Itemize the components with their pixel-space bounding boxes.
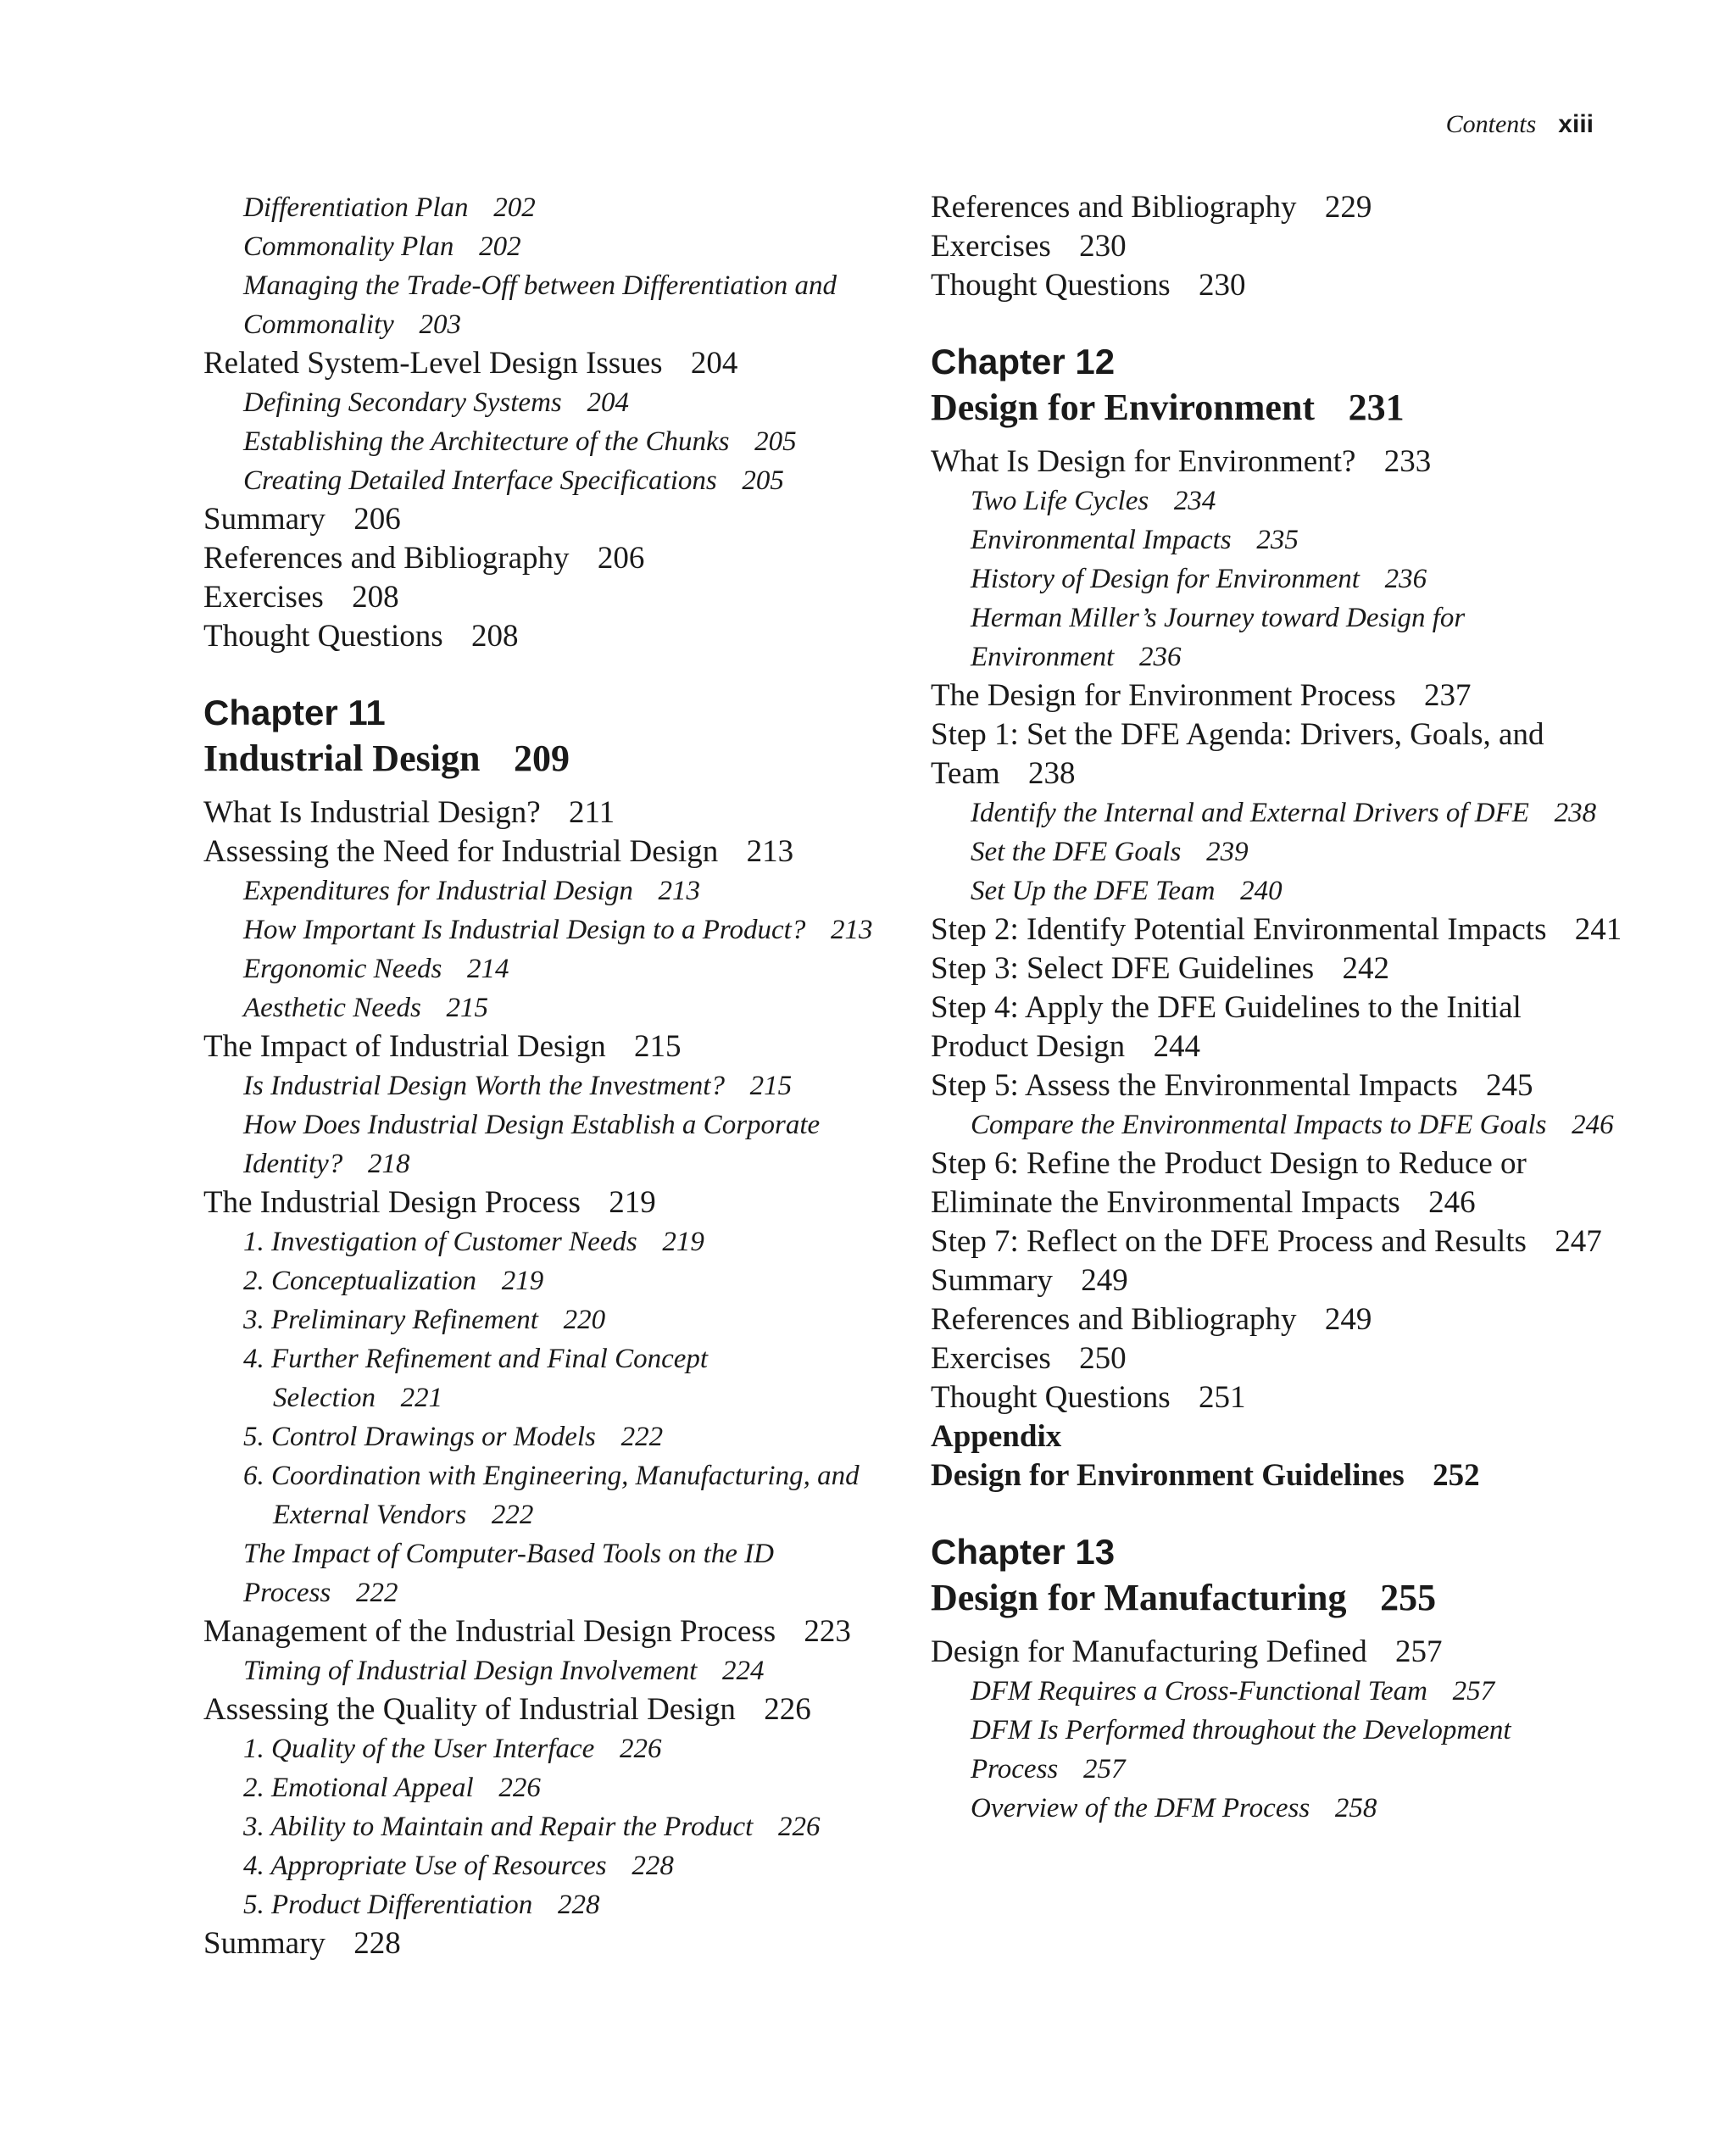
chapter-page: 209	[514, 738, 570, 779]
toc-subentry[interactable]	[203, 1768, 882, 1807]
chapter-page: 231	[1348, 387, 1405, 428]
entry-title: The Industrial Design Process	[203, 1185, 581, 1220]
entry-title: Step 3: Select DFE Guidelines	[931, 951, 1315, 986]
entry-page: 203	[419, 309, 462, 340]
toc-entry[interactable]	[203, 1924, 882, 1963]
entry-title: The Design for Environment Process	[931, 678, 1396, 713]
toc-subentry[interactable]	[931, 560, 1626, 598]
entry-page: 226	[764, 1692, 811, 1727]
entry-title: DFM Is Performed throughout the Development Process	[971, 1715, 1511, 1784]
toc-entry[interactable]	[931, 715, 1626, 793]
entry-title: Environmental Impacts	[971, 525, 1232, 555]
entry-title: Thought Questions	[931, 1380, 1171, 1415]
toc-subentry[interactable]	[931, 598, 1626, 676]
entry-title: Identify the Internal and External Drivers of DFE	[971, 798, 1529, 828]
entry-title: References and Bibliography	[203, 541, 570, 576]
toc-subentry[interactable]	[203, 1534, 882, 1612]
chapter-title-text: Design for Environment	[931, 387, 1316, 428]
entry-page: 241	[1574, 912, 1622, 947]
toc-subentry[interactable]	[203, 1846, 882, 1885]
entry-page: 258	[1334, 1793, 1377, 1823]
toc-subentry[interactable]	[203, 1729, 882, 1768]
entry-page: 246	[1572, 1110, 1614, 1140]
entry-page: 236	[1138, 642, 1182, 672]
entry-page: 228	[632, 1851, 674, 1881]
toc-entry[interactable]	[203, 617, 882, 656]
entry-page: 220	[563, 1305, 606, 1335]
entry-page: 208	[470, 619, 519, 654]
entry-page: 208	[352, 580, 399, 615]
entry-page: 218	[367, 1149, 410, 1179]
entry-page: 230	[1198, 268, 1246, 303]
entry-title: Creating Detailed Interface Specifications	[243, 465, 717, 496]
entry-title: How Important Is Industrial Design to a Product?	[243, 915, 806, 945]
entry-title: Expenditures for Industrial Design	[243, 876, 633, 906]
entry-page: 214	[467, 954, 509, 984]
running-head-label: Contents	[1445, 110, 1537, 138]
chapter-11-entries	[203, 793, 882, 1963]
entry-page: 247	[1555, 1224, 1602, 1259]
entry-page: 219	[662, 1227, 704, 1257]
entry-title: 1. Quality of the User Interface	[243, 1734, 595, 1764]
toc-subentry[interactable]	[203, 1105, 882, 1183]
right-column	[931, 188, 1626, 1828]
entry-title: 4. Further Refinement and Final Concept Selection	[243, 1344, 709, 1413]
toc-entry[interactable]	[203, 1183, 882, 1222]
toc-subentry[interactable]	[203, 188, 882, 227]
entry-title: Overview of the DFM Process	[971, 1793, 1310, 1823]
entry-title: References and Bibliography	[931, 190, 1297, 225]
entry-title: 5. Product Differentiation	[243, 1890, 533, 1920]
entry-page: 215	[634, 1029, 682, 1064]
toc-entry[interactable]	[931, 1633, 1626, 1672]
toc-subentry[interactable]	[931, 1672, 1626, 1711]
entry-title: Management of the Industrial Design Process	[203, 1614, 776, 1649]
toc-entry[interactable]	[203, 578, 882, 617]
entry-title: 6. Coordination with Engineering, Manufacturing, and External Vendors	[243, 1461, 860, 1530]
toc-entry[interactable]	[203, 539, 882, 578]
entry-title: Thought Questions	[931, 268, 1171, 303]
toc-entry[interactable]	[931, 227, 1626, 266]
toc-entry[interactable]	[931, 1066, 1626, 1105]
toc-subentry[interactable]	[931, 871, 1626, 910]
entry-title: Managing the Trade-Off between Differentiation and Commonality	[243, 270, 837, 340]
toc-entry[interactable]	[931, 1300, 1626, 1339]
entry-title: References and Bibliography	[931, 1302, 1297, 1337]
toc-subentry[interactable]	[203, 1417, 882, 1456]
entry-page: 222	[620, 1422, 664, 1452]
entry-title: Establishing the Architecture of the Chunks	[243, 426, 730, 457]
entry-page: 202	[493, 192, 536, 223]
chapter-13-entries	[931, 1633, 1626, 1828]
chapter-label: Chapter 12	[931, 342, 1116, 381]
toc-subentry[interactable]	[203, 1807, 882, 1846]
chapter-title-text: Industrial Design	[203, 738, 481, 779]
entry-title: Step 7: Reflect on the DFE Process and Results	[931, 1224, 1527, 1259]
entry-title: Ergonomic Needs	[243, 954, 442, 984]
entry-page: 242	[1342, 951, 1389, 986]
entry-title: Assessing the Quality of Industrial Design	[203, 1692, 736, 1727]
entry-title: Step 6: Refine the Product Design to Reduce or Eliminate the Environmental Impacts	[931, 1146, 1527, 1220]
toc-entry[interactable]	[931, 910, 1626, 949]
entry-title: Related System-Level Design Issues	[203, 346, 663, 381]
entry-title: DFM Requires a Cross-Functional Team	[971, 1676, 1427, 1706]
entry-page: 213	[746, 834, 794, 869]
entry-page: 215	[446, 993, 489, 1023]
entry-title: 2. Emotional Appeal	[243, 1773, 474, 1803]
toc-entry[interactable]	[203, 1027, 882, 1066]
entry-title: 3. Ability to Maintain and Repair the Product	[243, 1812, 754, 1842]
entry-title: Summary	[931, 1263, 1053, 1298]
chapter-12-entries	[931, 443, 1626, 1417]
entry-title: Exercises	[931, 229, 1051, 264]
entry-page: 228	[557, 1890, 600, 1920]
toc-subentry[interactable]	[203, 1300, 882, 1339]
toc-entry[interactable]	[931, 949, 1626, 988]
entry-title: Compare the Environmental Impacts to DFE Goals	[971, 1110, 1547, 1140]
toc-entry[interactable]	[931, 676, 1626, 715]
entry-title: Timing of Industrial Design Involvement	[243, 1656, 698, 1686]
page-number: xiii	[1558, 110, 1594, 138]
entry-page: 206	[353, 502, 401, 537]
running-head	[1446, 110, 1594, 139]
entry-title: Herman Miller’s Journey toward Design for Environment	[971, 603, 1466, 672]
entry-title: The Impact of Computer-Based Tools on the ID Process	[243, 1539, 775, 1608]
entry-page: 204	[587, 387, 629, 418]
toc-subentry[interactable]	[931, 482, 1626, 521]
entry-page: 235	[1256, 525, 1299, 555]
entry-title: What Is Industrial Design?	[203, 795, 541, 830]
entry-title: 5. Control Drawings or Models	[243, 1422, 596, 1452]
left-column	[203, 188, 882, 1963]
entry-page: 222	[491, 1500, 534, 1530]
toc-subentry[interactable]	[931, 1789, 1626, 1828]
entry-page: 249	[1324, 1302, 1372, 1337]
entry-page: 204	[690, 346, 738, 381]
entry-page: 246	[1428, 1185, 1476, 1220]
entry-title: What Is Design for Environment?	[931, 444, 1356, 479]
toc-subentry[interactable]	[203, 1222, 882, 1261]
toc-entry[interactable]	[203, 832, 882, 871]
toc-subentry[interactable]	[931, 793, 1626, 832]
toc-subentry[interactable]	[203, 383, 882, 422]
toc-subentry[interactable]	[203, 422, 882, 461]
entry-page: 233	[1383, 444, 1432, 479]
toc-entry[interactable]	[203, 1612, 882, 1651]
toc-subentry[interactable]	[203, 461, 882, 500]
appendix-title[interactable]	[931, 1456, 1626, 1495]
entry-title: Design for Manufacturing Defined	[931, 1634, 1367, 1669]
toc-entry[interactable]	[203, 1690, 882, 1729]
chapter-title[interactable]	[931, 385, 1626, 431]
chapter-11	[203, 690, 882, 1963]
toc-subentry[interactable]	[203, 1339, 882, 1417]
entry-page: 236	[1384, 564, 1427, 594]
entry-page: 244	[1153, 1029, 1200, 1064]
toc-subentry[interactable]	[203, 988, 882, 1027]
entry-page: 226	[777, 1812, 821, 1842]
toc-entry[interactable]	[931, 1261, 1626, 1300]
entry-page: 249	[1081, 1263, 1128, 1298]
entry-page: 251	[1198, 1380, 1246, 1415]
entry-title: 3. Preliminary Refinement	[243, 1305, 538, 1335]
toc-subentry[interactable]	[931, 832, 1626, 871]
entry-page: 257	[1452, 1676, 1495, 1706]
toc-subentry[interactable]	[203, 1885, 882, 1924]
entry-page: 213	[658, 876, 701, 906]
entry-page: 205	[754, 426, 797, 457]
entry-page: 213	[831, 915, 873, 945]
entry-title: Is Industrial Design Worth the Investment?	[243, 1071, 725, 1101]
entry-page: 206	[597, 541, 645, 576]
toc-subentry[interactable]	[203, 1066, 882, 1105]
entry-title: Commonality Plan	[243, 231, 454, 262]
toc-entry[interactable]	[931, 1144, 1626, 1222]
toc-entry[interactable]	[203, 500, 882, 539]
entry-title: Assessing the Need for Industrial Design	[203, 834, 719, 869]
toc-entry[interactable]	[203, 344, 882, 383]
entry-title: Step 5: Assess the Environmental Impacts	[931, 1068, 1458, 1103]
entry-title: Exercises	[931, 1341, 1051, 1376]
appendix-title-text: Design for Environment Guidelines	[931, 1458, 1405, 1493]
toc-subentry[interactable]	[203, 1456, 882, 1534]
entry-page: 230	[1079, 229, 1127, 264]
toc-subentry[interactable]	[203, 949, 882, 988]
entry-page: 257	[1082, 1754, 1126, 1784]
entry-title: Step 2: Identify Potential Environmental Impacts	[931, 912, 1547, 947]
toc-entry[interactable]	[931, 1339, 1626, 1378]
chapter-label: Chapter 11	[203, 693, 386, 732]
entry-title: The Impact of Industrial Design	[203, 1029, 606, 1064]
entry-page: 219	[501, 1266, 544, 1296]
entry-title: Exercises	[203, 580, 324, 615]
entry-page: 226	[498, 1773, 541, 1803]
entry-page: 219	[609, 1185, 656, 1220]
entry-page: 245	[1486, 1068, 1533, 1103]
toc-subentry[interactable]	[931, 1105, 1626, 1144]
entry-title: Set Up the DFE Team	[971, 876, 1216, 906]
chapter-label: Chapter 13	[931, 1532, 1116, 1572]
chapter-title[interactable]	[203, 736, 882, 782]
entry-title: 1. Investigation of Customer Needs	[243, 1227, 637, 1257]
entry-page: 226	[619, 1734, 662, 1764]
entry-page: 215	[749, 1071, 793, 1101]
chapter-page: 255	[1380, 1577, 1437, 1618]
entry-title: Aesthetic Needs	[243, 993, 421, 1023]
entry-title: 2. Conceptualization	[243, 1266, 476, 1296]
chapter-13	[931, 1529, 1626, 1828]
entry-page: 240	[1240, 876, 1283, 906]
toc-entry[interactable]	[203, 793, 882, 832]
entry-title: Summary	[203, 502, 326, 537]
entry-title: Differentiation Plan	[243, 192, 469, 223]
entry-title: Step 4: Apply the DFE Guidelines to the Initial Product Design	[931, 990, 1522, 1064]
entry-page: 202	[479, 231, 521, 262]
toc-subentry[interactable]	[203, 1651, 882, 1690]
entry-page: 234	[1173, 486, 1216, 516]
entry-page: 238	[1554, 798, 1597, 828]
toc-subentry[interactable]	[203, 227, 882, 266]
toc-list-continued	[931, 188, 1626, 305]
chapter-title-text: Design for Manufacturing	[931, 1577, 1347, 1618]
toc-subentry[interactable]	[931, 521, 1626, 560]
entry-page: 205	[742, 465, 784, 496]
chapter-title[interactable]	[931, 1575, 1626, 1621]
entry-page: 224	[721, 1656, 765, 1686]
toc-entry[interactable]	[931, 1222, 1626, 1261]
toc-subentry[interactable]	[203, 910, 882, 949]
entry-title: Defining Secondary Systems	[243, 387, 562, 418]
chapter-12	[931, 339, 1626, 1495]
toc-entry[interactable]	[931, 988, 1626, 1066]
entry-title: Thought Questions	[203, 619, 443, 654]
toc-entry[interactable]	[931, 1378, 1626, 1417]
toc-subentry[interactable]	[203, 1261, 882, 1300]
entry-title: History of Design for Environment	[971, 564, 1360, 594]
toc-subentry[interactable]	[931, 1711, 1626, 1789]
toc-entry[interactable]	[931, 443, 1626, 482]
toc-list-continued	[203, 188, 882, 656]
appendix-label: Appendix	[931, 1419, 1062, 1454]
entry-page: 239	[1206, 837, 1249, 867]
entry-page: 222	[355, 1578, 398, 1608]
entry-page: 223	[804, 1614, 851, 1649]
toc-entry[interactable]	[931, 188, 1626, 227]
entry-title: Two Life Cycles	[971, 486, 1149, 516]
entry-title: Step 1: Set the DFE Agenda: Drivers, Goals, and Team	[931, 717, 1544, 791]
entry-page: 228	[353, 1926, 401, 1961]
entry-page: 211	[568, 795, 615, 830]
toc-subentry[interactable]	[203, 266, 882, 344]
entry-page: 238	[1027, 756, 1076, 791]
toc-subentry[interactable]	[203, 871, 882, 910]
entry-page: 221	[400, 1383, 443, 1413]
toc-entry[interactable]	[931, 266, 1626, 305]
appendix-page: 252	[1433, 1458, 1480, 1493]
entry-title: Set the DFE Goals	[971, 837, 1182, 867]
entry-page: 257	[1395, 1634, 1443, 1669]
entry-title: 4. Appropriate Use of Resources	[243, 1851, 607, 1881]
entry-page: 229	[1324, 190, 1372, 225]
entry-page: 237	[1424, 678, 1472, 713]
entry-page: 250	[1079, 1341, 1127, 1376]
entry-title: How Does Industrial Design Establish a Corporate Identity?	[243, 1110, 821, 1179]
entry-title: Summary	[203, 1926, 326, 1961]
